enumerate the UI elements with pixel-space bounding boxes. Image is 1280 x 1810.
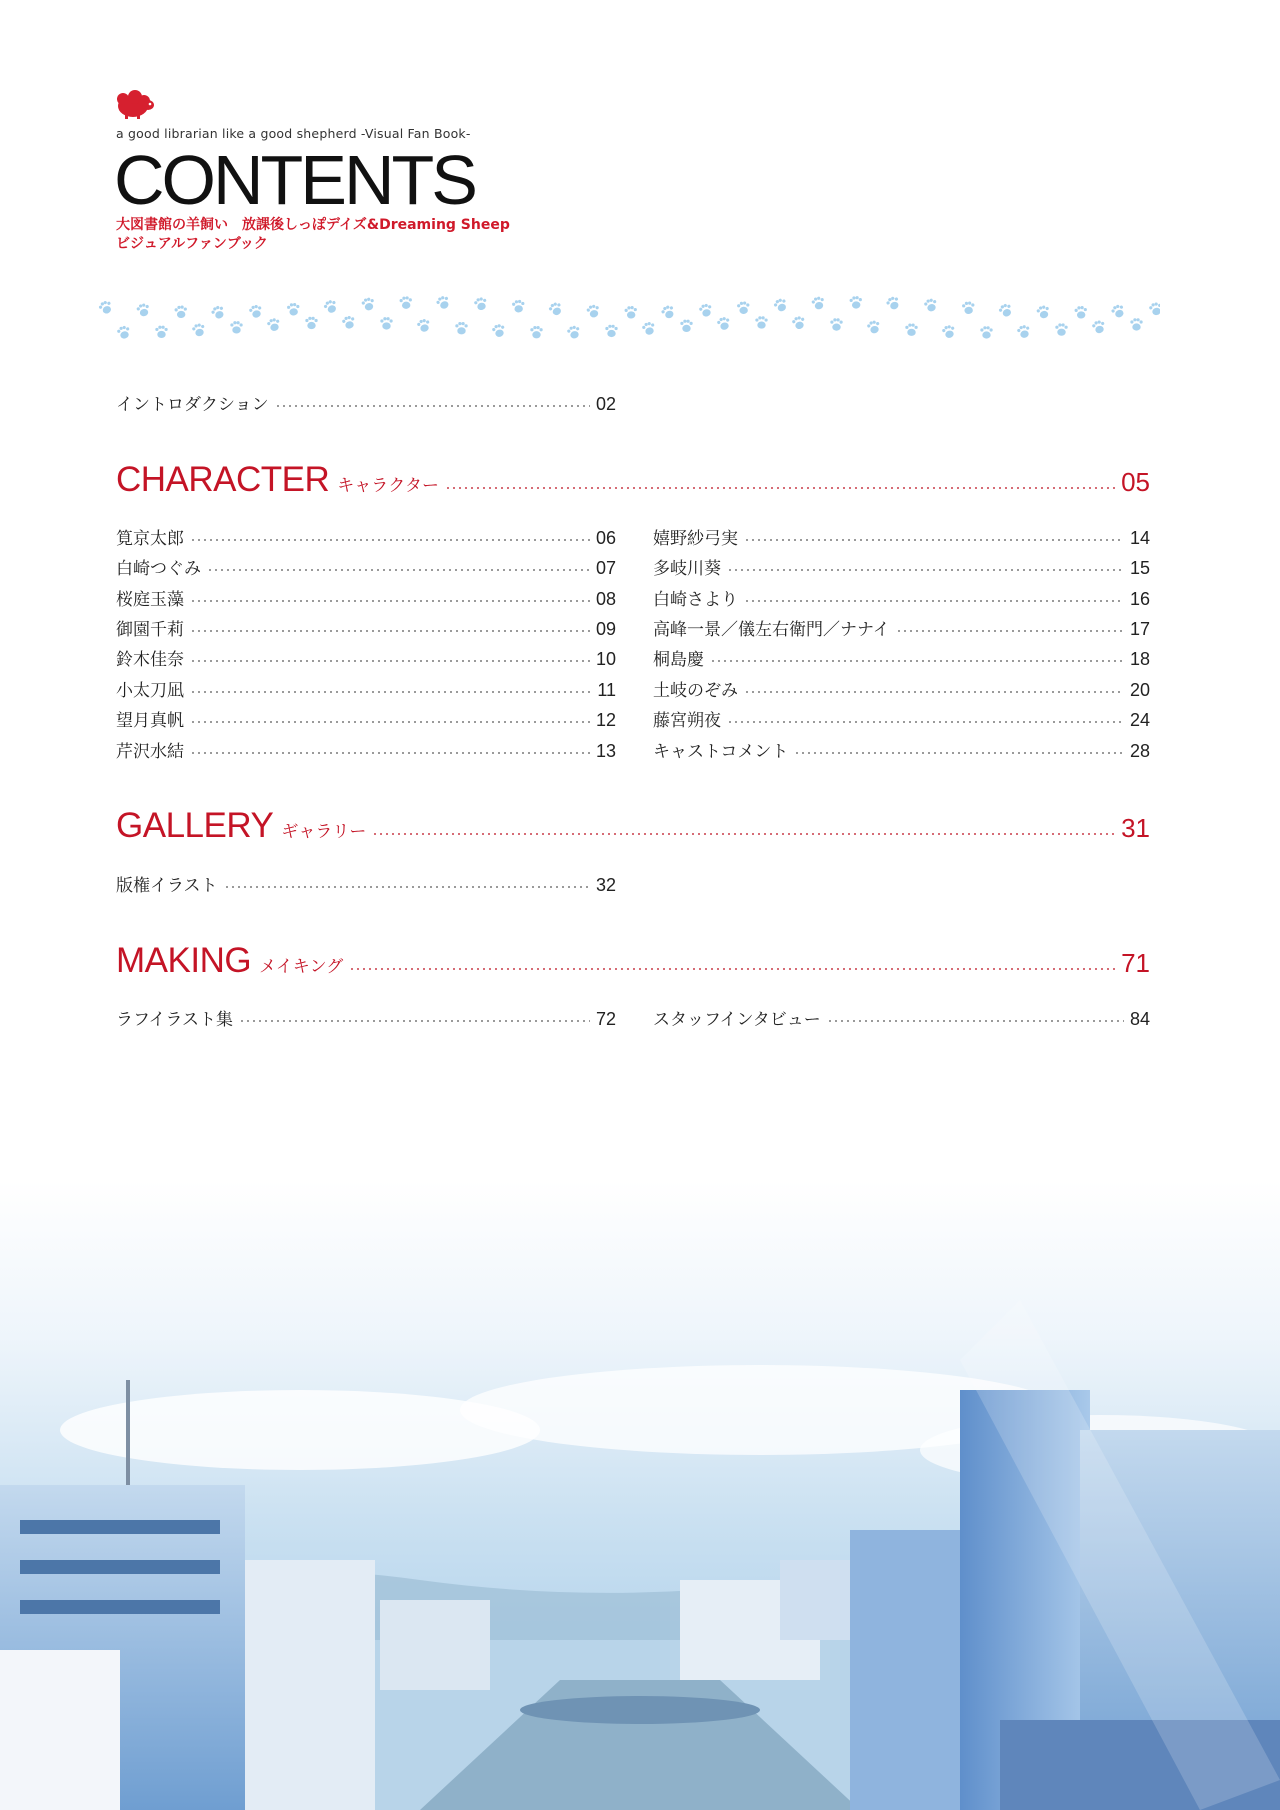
leader-dots	[349, 968, 1115, 970]
paw-print-icon	[980, 326, 992, 338]
toc-entry-page: 02	[595, 394, 616, 414]
paw-print-icon	[941, 324, 956, 339]
toc-entry-page: 16	[1129, 589, 1150, 609]
toc-entry-page: 17	[1129, 619, 1150, 639]
toc-entry-label: 版権イラスト	[116, 876, 218, 896]
toc-entry[interactable]	[116, 871, 616, 897]
leader-dots	[239, 1020, 590, 1022]
leader-dots	[224, 886, 590, 888]
book-subtitle-en: a good librarian like a good shepherd -Visual Fan Book-	[116, 126, 471, 141]
paw-print-icon	[1130, 318, 1142, 330]
leader-dots	[207, 569, 590, 571]
toc-entry-label: 土岐のぞみ	[653, 681, 738, 701]
paw-print-icon	[737, 301, 750, 314]
paw-print-icon	[1148, 301, 1160, 316]
toc-entry-label: 筧京太郎	[116, 529, 184, 549]
leader-dots	[190, 600, 590, 602]
section-title-jp: ギャラリー	[281, 822, 367, 842]
paw-print-icon	[116, 325, 131, 340]
paw-print-icon	[455, 322, 467, 334]
toc-entry[interactable]	[116, 706, 616, 732]
page-title: CONTENTS	[114, 141, 475, 219]
paw-print-icon	[399, 296, 412, 309]
toc-entry[interactable]	[653, 524, 1150, 550]
toc-entry-page: 24	[1129, 710, 1150, 730]
paw-print-icon	[512, 300, 525, 313]
paw-print-icon	[491, 323, 506, 338]
paw-print-icon	[210, 304, 226, 320]
section-title-en: GALLERY	[116, 806, 274, 845]
paw-print-icon	[830, 318, 842, 330]
paw-print-icon	[1091, 319, 1106, 334]
toc-entry-page: 32	[595, 875, 616, 895]
leader-dots	[190, 721, 590, 723]
paw-print-icon	[998, 302, 1014, 318]
leader-dots	[190, 630, 590, 632]
paw-print-icon	[698, 303, 713, 318]
paw-print-icon	[1110, 303, 1126, 319]
paw-print-icon	[361, 297, 376, 312]
leader-dots	[372, 833, 1115, 835]
toc-entry-page: 20	[1129, 680, 1150, 700]
paw-print-icon	[98, 299, 114, 315]
paw-print-icon	[266, 317, 281, 332]
paw-print-icon	[905, 324, 917, 336]
paw-print-icon	[624, 306, 637, 319]
toc-entry[interactable]	[653, 585, 1150, 611]
paw-print-icon	[98, 290, 1160, 346]
toc-entry-label: 白崎さより	[653, 590, 738, 610]
paw-print-icon	[248, 304, 263, 319]
toc-entry-page: 84	[1129, 1009, 1150, 1029]
toc-entry-label: 嬉野紗弓実	[653, 529, 738, 549]
paw-print-icon	[586, 304, 601, 319]
paw-print-icon	[866, 319, 881, 334]
paw-print-icon	[174, 305, 187, 318]
toc-entry-page: 08	[595, 589, 616, 609]
paw-print-icon	[660, 304, 676, 320]
leader-dots	[896, 630, 1124, 632]
toc-entry-label: 白崎つぐみ	[116, 559, 201, 579]
leader-dots	[827, 1020, 1124, 1022]
paw-print-icon	[1055, 323, 1067, 335]
paw-print-icon	[230, 321, 242, 333]
toc-entry[interactable]	[653, 615, 1150, 641]
toc-entry-label: 高峰一景／儀左右衛門／ナナイ	[653, 620, 890, 640]
section-title-jp: メイキング	[259, 957, 344, 977]
book-title	[116, 216, 510, 254]
section-making[interactable]	[116, 941, 1150, 985]
toc-entry-label: 芹沢水結	[116, 742, 184, 762]
section-title-en: CHARACTER	[116, 460, 330, 499]
section-page: 05	[1121, 467, 1150, 497]
toc-entry-page: 06	[595, 528, 616, 548]
paw-print-icon	[641, 321, 656, 336]
paw-print-icon	[885, 295, 901, 311]
section-title-jp: キャラクター	[337, 476, 439, 496]
toc-entry[interactable]	[116, 554, 616, 580]
book-title-line1: 大図書館の羊飼い 放課後しっぽデイズ&Dreaming Sheep	[116, 217, 510, 233]
section-page: 31	[1121, 813, 1150, 843]
sheep-icon	[113, 90, 155, 120]
paw-print-icon	[155, 326, 167, 338]
toc-entry[interactable]	[116, 524, 616, 550]
paw-print-icon	[548, 301, 564, 317]
toc-entry-label: 桐島慶	[653, 650, 704, 670]
paw-print-icon	[849, 296, 862, 309]
toc-entry-page: 15	[1129, 558, 1150, 578]
toc-entry[interactable]	[653, 645, 1150, 671]
paw-print-icon	[680, 320, 692, 332]
toc-entry[interactable]	[116, 737, 616, 763]
paw-print-icon	[380, 317, 392, 329]
leader-dots	[190, 539, 590, 541]
toc-entry-label: 桜庭玉藻	[116, 590, 184, 610]
toc-entry-page: 18	[1129, 649, 1150, 669]
toc-entry-page: 12	[595, 710, 616, 730]
toc-entry-label: キャストコメント	[653, 742, 789, 762]
toc-entry[interactable]	[653, 554, 1150, 580]
paw-print-icon	[962, 301, 975, 314]
paw-print-icon	[566, 325, 581, 340]
toc-entry[interactable]	[653, 676, 1150, 702]
toc-entry-label: 鈴木佳奈	[116, 650, 184, 670]
toc-entry[interactable]	[116, 585, 616, 611]
leader-dots	[794, 752, 1124, 754]
leader-dots	[744, 600, 1124, 602]
toc-entry[interactable]	[653, 1005, 1150, 1031]
toc-entry[interactable]	[653, 737, 1150, 763]
leader-dots	[710, 660, 1124, 662]
toc-entry[interactable]	[116, 615, 616, 641]
paw-print-icon	[530, 326, 542, 338]
leader-dots	[275, 405, 590, 407]
paw-print-icon	[416, 318, 431, 333]
leader-dots	[727, 569, 1124, 571]
paw-print-icon	[287, 303, 300, 316]
toc-entry-page: 28	[1129, 741, 1150, 761]
toc-entry[interactable]	[116, 1005, 616, 1031]
paw-print-icon	[1016, 324, 1031, 339]
paw-print-icon	[323, 298, 339, 314]
toc-entry-label: スタッフインタビュー	[653, 1010, 821, 1030]
leader-dots	[190, 691, 591, 693]
paw-print-icon	[755, 316, 767, 328]
paw-print-icon	[605, 325, 617, 337]
section-title-en: MAKING	[116, 941, 252, 980]
toc-entry-label: 望月真帆	[116, 711, 184, 731]
paw-print-icon	[811, 296, 826, 311]
toc-entry-intro[interactable]	[116, 390, 616, 416]
toc-entry-label: イントロダクション	[116, 395, 269, 415]
toc-entry[interactable]	[653, 706, 1150, 732]
cityscape-illustration	[0, 1180, 1280, 1810]
leader-dots	[445, 487, 1115, 489]
paw-print-icon	[716, 316, 731, 331]
leader-dots	[744, 539, 1124, 541]
toc-entry-label: 藤宮朔夜	[653, 711, 721, 731]
paw-print-icon	[136, 302, 151, 317]
toc-entry-page: 11	[597, 680, 616, 700]
toc-entry-page: 10	[595, 649, 616, 669]
toc-entry-page: 72	[595, 1009, 616, 1029]
paw-print-icon	[1036, 304, 1051, 319]
toc-entry[interactable]	[116, 676, 616, 702]
paw-print-icon	[435, 294, 451, 310]
paw-print-icon	[791, 315, 806, 330]
leader-dots	[727, 721, 1124, 723]
leader-dots	[744, 691, 1124, 693]
toc-entry[interactable]	[116, 645, 616, 671]
paw-print-icon	[773, 297, 789, 313]
section-gallery[interactable]	[116, 806, 1150, 850]
paw-print-icon	[1074, 306, 1087, 319]
toc-entry-page: 14	[1129, 528, 1150, 548]
toc-entry-page: 13	[595, 741, 616, 761]
book-title-line2: ビジュアルファンブック	[116, 236, 268, 252]
leader-dots	[190, 660, 590, 662]
paw-print-icon	[305, 317, 317, 329]
paw-print-icon	[191, 322, 206, 337]
toc-entry-label: 御園千莉	[116, 620, 184, 640]
leader-dots	[190, 752, 590, 754]
toc-entry-label: 小太刀凪	[116, 681, 184, 701]
toc-entry-label: 多岐川葵	[653, 559, 721, 579]
paw-print-icon	[923, 298, 938, 313]
paw-print-icon	[473, 296, 488, 311]
toc-entry-page: 09	[595, 619, 616, 639]
section-page: 71	[1121, 948, 1150, 978]
toc-entry-label: ラフイラスト集	[116, 1010, 233, 1030]
toc-entry-page: 07	[595, 558, 616, 578]
paw-print-icon	[341, 315, 356, 330]
section-character[interactable]	[116, 460, 1150, 504]
